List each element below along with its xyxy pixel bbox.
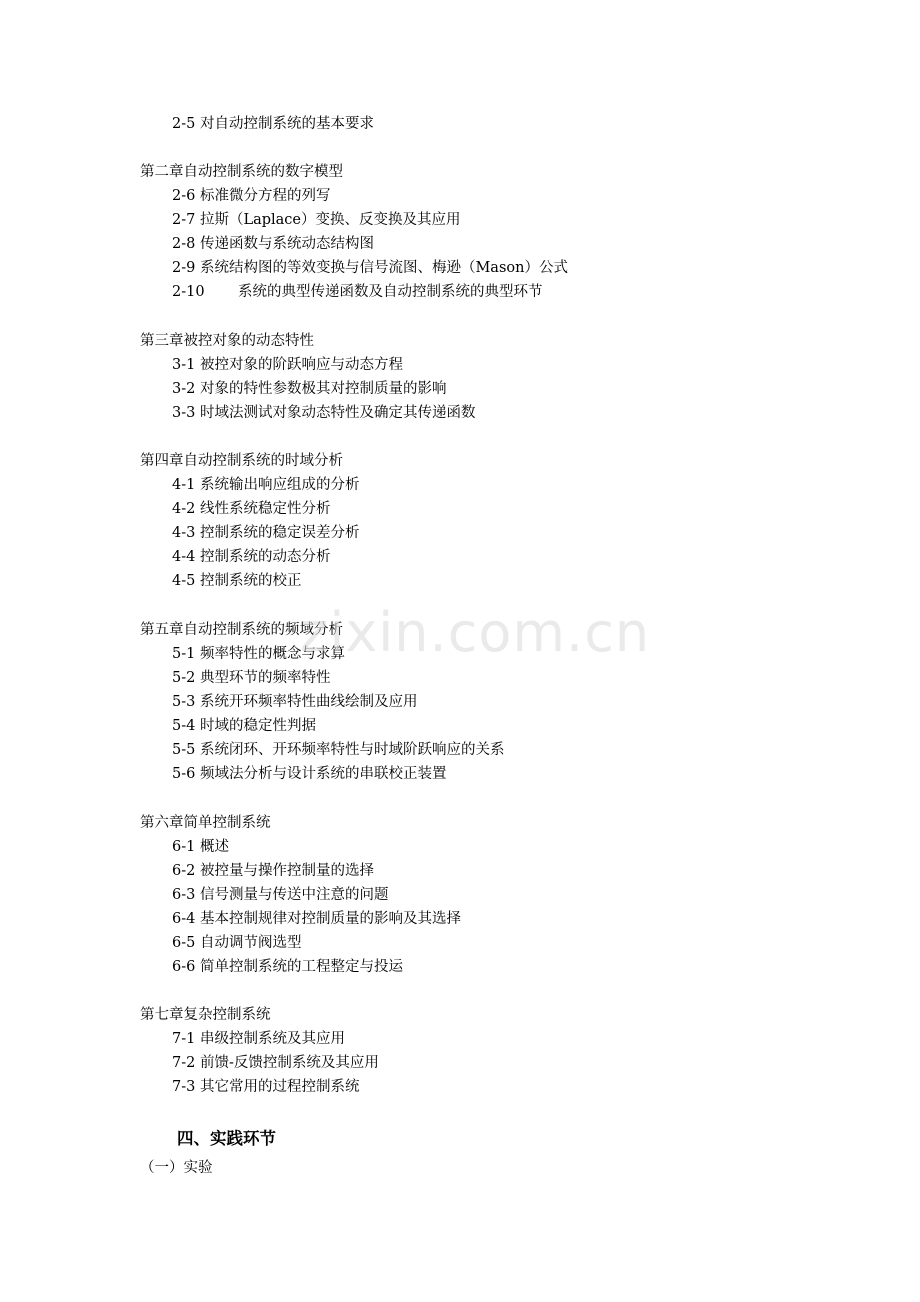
- toc-item-7-1: 7-1 串级控制系统及其应用: [172, 1031, 345, 1047]
- toc-item-3-1: 3-1 被控对象的阶跃响应与动态方程: [172, 357, 403, 373]
- toc-item-5-2: 5-2 典型环节的频率特性: [172, 670, 331, 686]
- toc-item-5-5: 5-5 系统闭环、开环频率特性与时域阶跃响应的关系: [172, 742, 505, 758]
- sub-heading-experiment: （一）实验: [140, 1160, 213, 1176]
- toc-item-2-10: [172, 282, 543, 302]
- chapter-5-heading: 第五章自动控制系统的频域分析: [140, 622, 343, 638]
- toc-item-6-5: 6-5 自动调节阀选型: [172, 935, 302, 951]
- toc-item-4-2: 4-2 线性系统稳定性分析: [172, 501, 331, 517]
- toc-item-6-4: 6-4 基本控制规律对控制质量的影响及其选择: [172, 911, 461, 927]
- toc-item-5-3: 5-3 系统开环频率特性曲线绘制及应用: [172, 694, 418, 710]
- toc-item-2-9: 2-9 系统结构图的等效变换与信号流图、梅逊（Mason）公式: [172, 260, 568, 276]
- watermark: zixin.com.cn: [300, 601, 651, 664]
- toc-item-2-5: 2-5 对自动控制系统的基本要求: [172, 116, 374, 132]
- toc-item-3-3: 3-3 时域法测试对象动态特性及确定其传递函数: [172, 405, 476, 421]
- chapter-4-heading: 第四章自动控制系统的时域分析: [140, 453, 343, 469]
- chapter-2-heading: 第二章自动控制系统的数字模型: [140, 164, 343, 180]
- toc-item-5-6: 5-6 频域法分析与设计系统的串联校正装置: [172, 766, 447, 782]
- chapter-3-heading: 第三章被控对象的动态特性: [140, 333, 314, 349]
- toc-item-6-6: 6-6 简单控制系统的工程整定与投运: [172, 959, 403, 975]
- toc-item-4-5: 4-5 控制系统的校正: [172, 573, 302, 589]
- toc-item-4-1: 4-1 系统输出响应组成的分析: [172, 477, 360, 493]
- toc-item-5-1: 5-1 频率特性的概念与求算: [172, 646, 345, 662]
- toc-item-3-2: 3-2 对象的特性参数极其对控制质量的影响: [172, 381, 447, 397]
- section-heading-practice: 四、实践环节: [177, 1129, 276, 1148]
- toc-item-5-4: 5-4 时域的稳定性判据: [172, 718, 316, 734]
- toc-item-4-3: 4-3 控制系统的稳定误差分析: [172, 525, 360, 541]
- toc-item-number: 2-10: [172, 284, 205, 300]
- toc-item-6-2: 6-2 被控量与操作控制量的选择: [172, 863, 374, 879]
- toc-item-2-8: 2-8 传递函数与系统动态结构图: [172, 236, 374, 252]
- toc-item-2-7: 2-7 拉斯（Laplace）变换、反变换及其应用: [172, 212, 461, 228]
- toc-item-7-3: 7-3 其它常用的过程控制系统: [172, 1079, 360, 1095]
- toc-item-title: 系统的典型传递函数及自动控制系统的典型环节: [238, 284, 543, 300]
- chapter-6-heading: 第六章简单控制系统: [140, 815, 271, 831]
- toc-item-6-1: 6-1 概述: [172, 839, 229, 855]
- toc-item-6-3: 6-3 信号测量与传送中注意的问题: [172, 887, 389, 903]
- toc-item-7-2: 7-2 前馈-反馈控制系统及其应用: [172, 1055, 379, 1071]
- chapter-7-heading: 第七章复杂控制系统: [140, 1007, 271, 1023]
- toc-item-2-6: 2-6 标准微分方程的列写: [172, 188, 331, 204]
- toc-item-4-4: 4-4 控制系统的动态分析: [172, 549, 331, 565]
